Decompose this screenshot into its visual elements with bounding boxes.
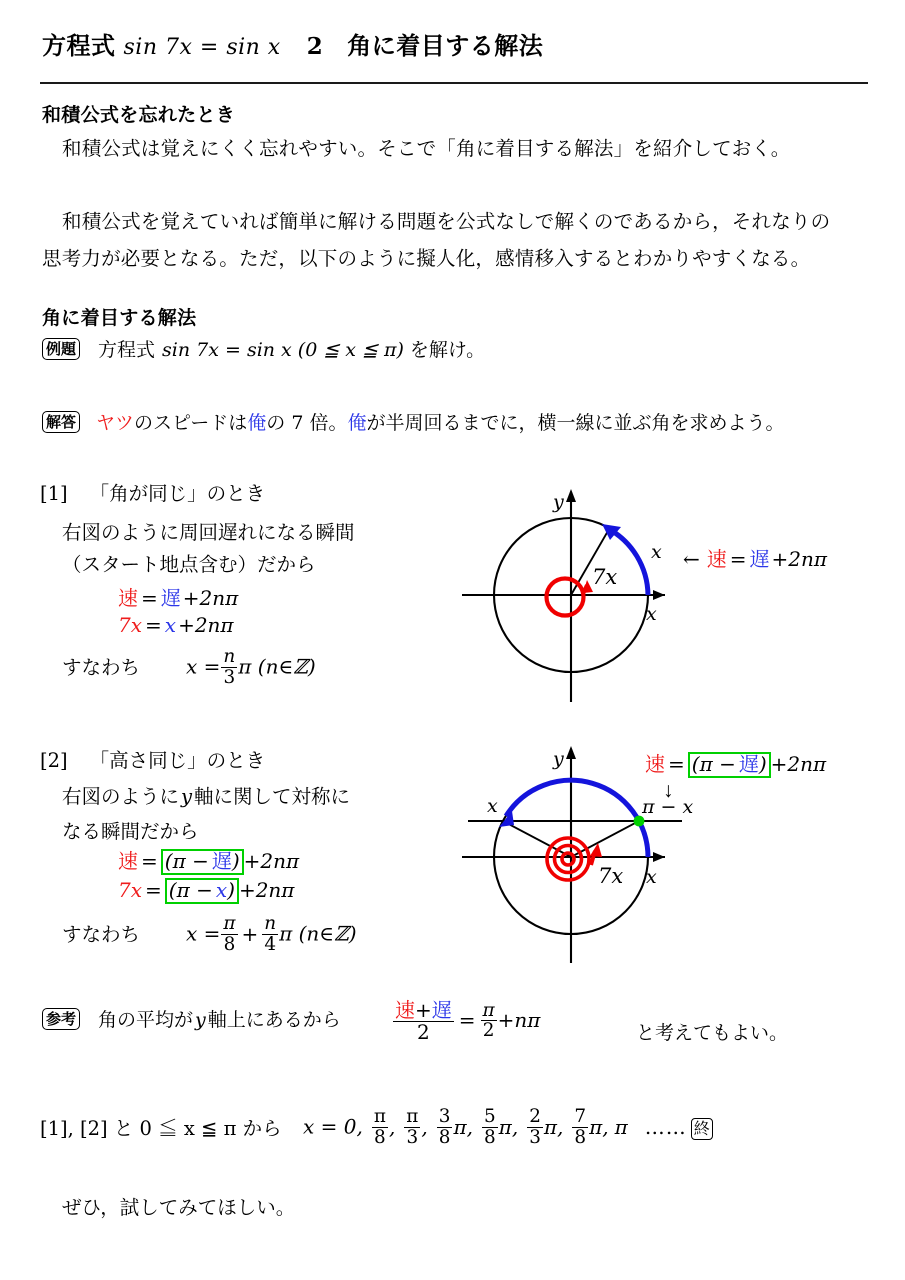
reference-text-b: 軸上にあるから — [207, 1009, 341, 1031]
case2-eq2-equals: = — [145, 878, 162, 902]
final-answer-equation — [303, 1108, 713, 1148]
case2-conclusion-fraction-1 — [221, 914, 237, 954]
diagram1-x-axis-label: x — [646, 603, 657, 625]
reference-rhs-denominator: 2 — [481, 1020, 497, 1041]
diagram1-note — [683, 543, 827, 572]
case2-equation-2 — [118, 878, 294, 904]
case2-eq2-box-var: x — [215, 878, 228, 902]
final-answer-fraction-4-numerator: 5 — [483, 1106, 496, 1127]
reference-equation — [392, 1000, 540, 1043]
example-badge: 例題 — [42, 338, 80, 360]
case2-eq1-fast: 速 — [118, 849, 138, 873]
reference-text-c: と考えてもよい。 — [636, 1022, 789, 1044]
final-answer-fraction-2-denominator: 3 — [404, 1127, 420, 1148]
diagram2-left-point-label: x — [487, 795, 498, 817]
reference-fraction-numerator — [393, 1000, 454, 1021]
diagram2-note-box-open: (π − — [691, 752, 736, 776]
final-answer-value-2 — [403, 1106, 428, 1148]
reference-row — [42, 1005, 341, 1032]
final-answer-fraction-2 — [404, 1107, 420, 1147]
case1-conclusion-equation — [186, 648, 316, 688]
example-problem-row — [42, 335, 485, 362]
reference-average-fraction — [393, 1000, 454, 1043]
answer-badge: 解答 — [42, 411, 80, 433]
final-answer-end-mark: 終 — [691, 1118, 713, 1141]
final-answer-fraction-3-denominator: 8 — [438, 1126, 451, 1148]
case2-line-1-part-b: 軸に関して対称に — [194, 785, 351, 808]
heading-forgot-formula: 和積公式を忘れたとき — [42, 104, 236, 126]
title-equation: sin 7x = sin x — [123, 35, 281, 60]
case2-eq1-rest: +2nπ — [243, 849, 300, 873]
reference-text-y: y — [195, 1009, 206, 1031]
case2-title-row — [40, 745, 265, 773]
case2-fraction-2-denominator: 4 — [262, 934, 278, 955]
diagram2-note-highlight-box — [688, 752, 771, 778]
final-answer-fraction-4 — [482, 1107, 498, 1147]
case2-line-1-y: y — [181, 785, 193, 808]
final-answer-fraction-1-numerator: π — [373, 1106, 386, 1127]
case1-eq1-slow: 遅 — [160, 586, 181, 610]
final-answer-fraction-6 — [572, 1107, 588, 1147]
case2-conclusion-tail: π (n∈ℤ) — [279, 921, 357, 946]
final-answer-fraction-3 — [437, 1107, 453, 1147]
diagram1-note-equals: = — [729, 547, 747, 571]
diagram2-right-point-label: π − x — [642, 796, 694, 818]
reference-numerator-fast: 速 — [395, 998, 415, 1022]
case1-eq1-fast: 速 — [118, 586, 138, 610]
closing-text: ぜひ，試してみてほしい。 — [62, 1196, 296, 1219]
diagram2-note — [645, 748, 826, 778]
final-answer-fraction-3-numerator: 3 — [438, 1106, 451, 1127]
final-answer-value-3 — [436, 1106, 473, 1148]
diagram1-note-arrow-icon: ← — [683, 547, 700, 571]
case1-conclusion-fraction — [221, 647, 237, 687]
final-answer-fraction-5-denominator: 3 — [529, 1126, 541, 1148]
diagram1-note-rest: +2nπ — [771, 547, 828, 571]
case1-line-1: 右図のように周回遅れになる瞬間 — [62, 521, 355, 544]
reference-equals: = — [458, 1008, 476, 1033]
answer-intro-row — [42, 408, 785, 435]
forgot-paragraph-1: 和積公式は覚えにくく忘れやすい。そこで「角に着目する解法」を紹介しておく。 — [62, 137, 791, 160]
page-title — [42, 26, 543, 61]
case1-number: [1] — [40, 482, 68, 505]
diagram1-spiral-label: 7x — [592, 565, 618, 589]
case2-eq2-box-open: (π − — [168, 878, 213, 902]
diagram1-note-fast: 速 — [706, 547, 727, 571]
case2-line-2: なる瞬間だから — [62, 820, 199, 843]
diagram1-red-spiral — [547, 579, 594, 616]
case2-eq2-rest: +2nπ — [238, 878, 295, 902]
case2-fraction-2-numerator: n — [264, 913, 277, 934]
example-suffix: を解け。 — [409, 339, 486, 361]
answer-segment-1: のスピードは — [134, 412, 248, 434]
reference-rhs-fraction — [481, 1001, 497, 1041]
diagram2-spiral-label: 7x — [598, 864, 624, 888]
case1-line-2: （スタート地点含む）だから — [62, 553, 316, 576]
final-answer-fraction-1-tail: , — [388, 1114, 396, 1139]
reference-badge: 参考 — [42, 1008, 80, 1030]
case2-eq1-box-close: ) — [231, 849, 240, 873]
final-answer-fraction-1 — [372, 1107, 388, 1147]
case1-title: 「角が同じ」のとき — [89, 482, 266, 505]
case2-fraction-1-denominator: 8 — [221, 934, 237, 955]
title-divider — [40, 82, 868, 84]
case2-line-1-part-a: 右図のように — [62, 785, 180, 808]
case1-title-row — [40, 478, 265, 506]
diagram1-y-axis-label: y — [553, 491, 564, 513]
example-equation: sin 7x = sin x (0 ≦ x ≦ π) — [162, 339, 404, 361]
case1-eq1-equals: = — [141, 586, 158, 610]
diagram2-blue-arc — [506, 780, 648, 857]
final-answer-fraction-1-denominator: 8 — [372, 1127, 388, 1148]
case2-eq1-box-slow: 遅 — [211, 849, 232, 873]
title-section-number: 2 — [306, 33, 324, 60]
case2-equation-1 — [118, 845, 299, 875]
answer-segment-2: の 7 倍。 — [266, 412, 348, 434]
final-answer-lead: [1], [2] と 0 ≦ x ≦ π から — [40, 1117, 282, 1140]
answer-word-me-1: 俺 — [247, 412, 267, 434]
case1-conclusion-tail: π (n∈ℤ) — [238, 654, 316, 679]
final-answer-value-6 — [571, 1106, 609, 1148]
diagram1-axes — [462, 489, 665, 702]
case2-eq2-highlight-box — [165, 878, 239, 904]
case2-eq1-highlight-box — [161, 849, 244, 875]
diagram2-note-box-close: ) — [758, 752, 767, 776]
final-answer-fraction-6-denominator: 8 — [574, 1126, 587, 1148]
case2-conclusion-equation — [186, 915, 357, 955]
case1-equation-2 — [118, 613, 234, 637]
final-answer-last-value: π — [614, 1114, 628, 1139]
case1-eq2-rest: +2nπ — [178, 613, 234, 637]
heading-angle-method: 角に着目する解法 — [42, 307, 197, 329]
reference-text-a: 角の平均が — [98, 1009, 194, 1031]
final-answer-fraction-4-denominator: 8 — [483, 1126, 496, 1148]
final-answer-fraction-4-tail: π, — [498, 1114, 519, 1139]
case2-conclusion-fraction-2 — [262, 914, 278, 954]
diagram2-red-spiral — [547, 838, 589, 880]
case1-equation-1 — [118, 582, 238, 611]
case1-conclusion-denominator: 3 — [221, 667, 237, 688]
diagram2-note-rest: +2nπ — [770, 752, 827, 776]
case2-conclusion-word: すなわち — [62, 923, 141, 946]
final-answer-lhs: x = 0, — [303, 1114, 363, 1139]
final-answer-fraction-2-tail: , — [421, 1114, 428, 1139]
forgot-paragraph-2-line-1: 和積公式を覚えていれば簡単に解ける問題を公式なしで解くのであるから，それなりの — [62, 210, 831, 233]
final-answer-fraction-3-tail: π, — [453, 1114, 473, 1139]
case2-title: 「高さ同じ」のとき — [89, 749, 266, 772]
diagram2-x-axis-label: x — [646, 866, 657, 888]
final-answer-value-4 — [481, 1106, 519, 1148]
diagram2-y-axis-label: y — [553, 748, 564, 770]
title-prefix: 方程式 — [42, 31, 116, 60]
reference-rhs-numerator: π — [482, 999, 495, 1021]
case2-line-1 — [62, 781, 350, 809]
diagram1-arc-label: x — [651, 541, 662, 563]
diagram2-note-fast: 速 — [645, 752, 665, 776]
diagram2-note-box-slow: 遅 — [738, 752, 759, 776]
case1-conclusion-numerator: n — [223, 646, 236, 667]
diagram2-down-arrow-icon: ↓ — [663, 778, 674, 802]
final-answer-dots: …… — [644, 1114, 687, 1139]
case2-eq1-box-open: (π − — [164, 849, 209, 873]
title-section-name: 角に着目する解法 — [347, 31, 544, 60]
answer-word-me-2: 俺 — [347, 412, 367, 434]
reference-fraction-denominator: 2 — [393, 1021, 454, 1043]
diagram1-note-slow: 遅 — [749, 547, 770, 571]
case1-eq2-equals: = — [145, 613, 162, 637]
case2-conclusion-plus: + — [241, 921, 259, 946]
case2-eq1-equals: = — [141, 849, 158, 873]
final-answer-fraction-5-numerator: 2 — [529, 1106, 541, 1127]
case2-eq2-box-close: ) — [227, 878, 235, 902]
final-answer-fraction-5 — [527, 1107, 543, 1147]
case2-conclusion-lhs: x = — [186, 921, 221, 946]
final-answer-fraction-6-tail: π, — [589, 1114, 609, 1139]
case1-conclusion-lhs: x = — [186, 654, 221, 679]
case1-conclusion-word: すなわち — [62, 656, 141, 679]
example-prefix: 方程式 — [98, 339, 156, 361]
final-answer-fraction-5-tail: π, — [543, 1114, 564, 1139]
final-answer-values — [363, 1106, 609, 1148]
diagram2-note-equals: = — [668, 752, 685, 776]
reference-rhs-tail: +nπ — [497, 1008, 541, 1033]
case2-number: [2] — [40, 749, 68, 772]
case1-eq2-left: 7x — [118, 613, 143, 637]
final-answer-value-1 — [371, 1106, 396, 1148]
final-answer-fraction-2-numerator: π — [406, 1106, 419, 1127]
final-answer-value-5 — [526, 1106, 564, 1148]
case1-eq1-rest: +2nπ — [182, 586, 239, 610]
final-answer-fraction-6-numerator: 7 — [574, 1106, 587, 1127]
forgot-paragraph-2-line-2: 思考力が必要となる。ただ，以下のように擬人化，感情移入するとわかりやすくなる。 — [42, 247, 811, 270]
answer-word-fast: ヤツ — [96, 412, 135, 434]
reference-numerator-slow: 遅 — [431, 998, 452, 1022]
unit-circle-diagram-case1 — [450, 480, 710, 710]
case1-eq2-mid: x — [164, 613, 177, 637]
case2-fraction-1-numerator: π — [223, 913, 236, 934]
reference-numerator-plus: + — [415, 998, 432, 1022]
answer-segment-3: が半周回るまでに，横一線に並ぶ角を求めよう。 — [366, 412, 785, 434]
case2-eq2-left: 7x — [118, 878, 143, 902]
